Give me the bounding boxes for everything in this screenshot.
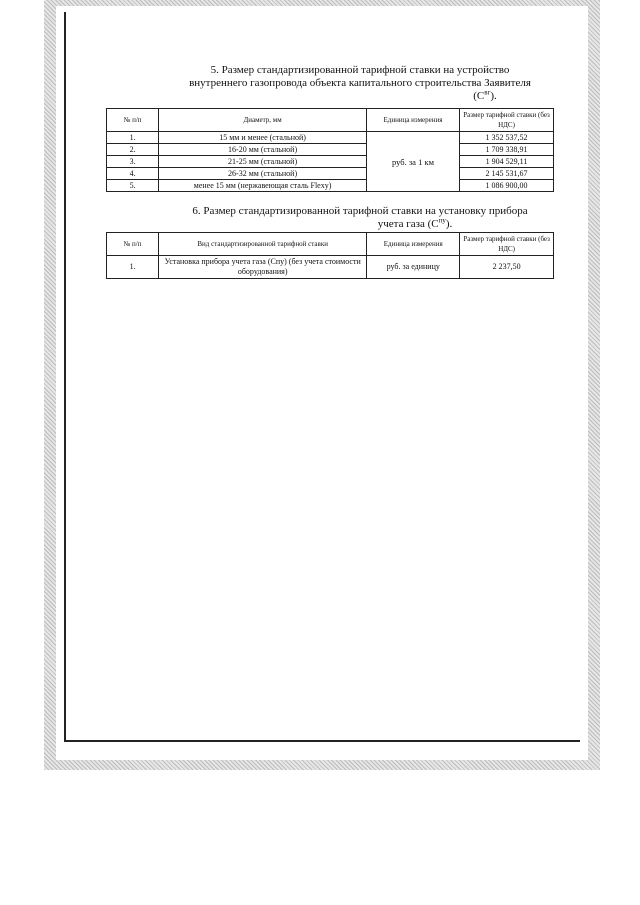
row-diameter: 16-20 мм (стальной) bbox=[159, 144, 367, 156]
row-num: 5. bbox=[107, 180, 159, 192]
row-rate: 1 904 529,11 bbox=[460, 156, 554, 168]
row-num: 1. bbox=[107, 132, 159, 144]
header-rate: Размер тарифной ставки (без НДС) bbox=[460, 233, 554, 256]
section-5-symbol: (С bbox=[473, 90, 485, 102]
row-diameter: 15 мм и менее (стальной) bbox=[159, 132, 367, 144]
section-6-symbol-tail: ). bbox=[445, 218, 453, 230]
section-5-symbol-sup: вг bbox=[484, 88, 491, 97]
row-num: 4. bbox=[107, 168, 159, 180]
header-num: № п/п bbox=[107, 233, 159, 256]
header-type: Вид стандартизированной тарифной ставки bbox=[159, 233, 367, 256]
row-diameter: 26-32 мм (стальной) bbox=[159, 168, 367, 180]
section-5-heading bbox=[150, 64, 570, 103]
section-6-title-text: учета газа (С bbox=[377, 218, 439, 230]
row-rate: 2 145 531,67 bbox=[460, 168, 554, 180]
table-row bbox=[107, 144, 554, 156]
section-5-title-line-2: внутреннего газопровода объекта капитального строительства Заявителя bbox=[189, 77, 531, 89]
row-unit: руб. за 1 км bbox=[366, 132, 459, 192]
header-unit: Единица измерения bbox=[367, 233, 460, 256]
section-6-title-line-1: 6. Размер стандартизированной тарифной ставки на установку прибора bbox=[192, 205, 528, 217]
section-6-heading bbox=[150, 205, 570, 231]
row-num: 2. bbox=[107, 144, 159, 156]
row-num: 1. bbox=[107, 256, 159, 279]
table-header-row bbox=[107, 233, 554, 256]
row-rate: 2 237,50 bbox=[460, 256, 554, 279]
header-num: № п/п bbox=[107, 109, 159, 132]
row-diameter: менее 15 мм (нержавеющая сталь Flexy) bbox=[159, 180, 367, 192]
table-row bbox=[107, 180, 554, 192]
section-6-title-line-2 bbox=[150, 218, 570, 231]
header-diameter: Диаметр, мм bbox=[159, 109, 367, 132]
table-row bbox=[107, 132, 554, 144]
row-num: 3. bbox=[107, 156, 159, 168]
table-row bbox=[107, 168, 554, 180]
table-row bbox=[107, 256, 554, 279]
row-rate: 1 709 338,91 bbox=[460, 144, 554, 156]
row-rate: 1 352 537,52 bbox=[460, 132, 554, 144]
section-6-symbol-sup: пу bbox=[438, 216, 446, 225]
row-diameter: 21-25 мм (стальной) bbox=[159, 156, 367, 168]
table-row bbox=[107, 156, 554, 168]
row-rate: 1 086 900,00 bbox=[460, 180, 554, 192]
header-rate: Размер тарифной ставки (без НДС) bbox=[460, 109, 554, 132]
table-header-row bbox=[107, 109, 554, 132]
section-5-rate-table bbox=[106, 108, 554, 192]
section-5-title-line-1: 5. Размер стандартизированной тарифной ставки на устройство bbox=[210, 64, 510, 76]
section-6-rate-table bbox=[106, 232, 554, 279]
row-type: Установка прибора учета газа (Спу) (без учета стоимости оборудования) bbox=[159, 256, 367, 279]
header-unit: Единица измерения bbox=[366, 109, 459, 132]
section-5-symbol-tail: ). bbox=[490, 90, 497, 102]
section-5-title-line-3 bbox=[150, 90, 570, 103]
row-unit: руб. за единицу bbox=[367, 256, 460, 279]
